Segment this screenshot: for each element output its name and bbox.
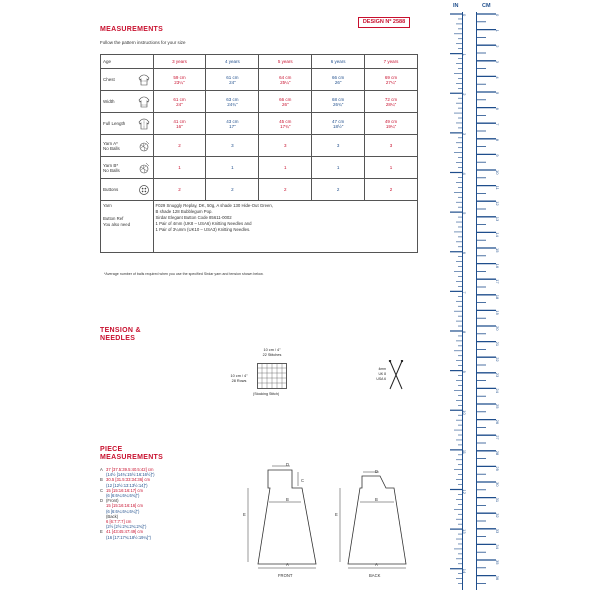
chest-6 xyxy=(312,69,365,91)
length-3-cm: 41 cm xyxy=(173,118,186,124)
stitches-label-2: 22 Stitches xyxy=(262,352,282,357)
age-6: 6 years xyxy=(312,55,365,69)
button-ref-label: Button Ref xyxy=(103,216,124,221)
age-7: 7 years xyxy=(365,55,418,69)
ruler-cm-number: 5 xyxy=(495,92,500,95)
yarn-b-label-cell xyxy=(101,157,154,179)
chest-7 xyxy=(365,69,418,91)
ruler-cm-number: 27 xyxy=(495,435,500,440)
piece-heading-2: MEASUREMENTS xyxy=(100,454,164,461)
needle-usa: USA 6 xyxy=(376,377,386,381)
table-row-yarn-b xyxy=(101,157,418,179)
ruler-cm-number: 7 xyxy=(495,123,500,126)
needle-size: 4mm xyxy=(378,367,386,371)
yarn-ball-icon xyxy=(138,140,150,152)
also-need-text-1: 1 Pair of 4mm (UK8 – USA6) Knitting Needles and xyxy=(155,221,252,226)
width-5-cm: 66 cm xyxy=(279,96,292,102)
width-label-cell xyxy=(101,91,154,113)
table-row-yarn-a xyxy=(101,135,418,157)
ruler-cm-number: 19 xyxy=(495,310,500,315)
tension-grid-icon xyxy=(257,363,287,389)
piece-heading-1: PIECE xyxy=(100,446,123,453)
piece-line: 15 [15:16:16:16] cm xyxy=(106,503,144,509)
footnote: *Average number of balls required when you use the specified Sirdar yarn and tension shown below. xyxy=(104,272,264,276)
buttons-label: Buttons xyxy=(103,187,119,192)
ruler-cm-number: 2 xyxy=(495,45,500,48)
rows-label xyxy=(226,374,252,383)
back-dim-d: D xyxy=(375,469,379,474)
piece-key: C xyxy=(100,487,104,493)
piece-line: (2½ [2½:2¾:2¾:2¾]") xyxy=(106,524,147,530)
width-3 xyxy=(153,91,206,113)
length-5-cm: 45 cm xyxy=(279,118,292,124)
yarn-b-sub: No Balls xyxy=(103,167,120,173)
yarn-b-5: 1 xyxy=(259,157,312,179)
length-4-cm: 43 cm xyxy=(226,118,239,124)
stitches-label xyxy=(260,348,284,357)
ruler-cm-number: 23 xyxy=(495,372,500,378)
width-label: Width xyxy=(103,99,115,104)
stitch-note: (Stocking Stitch) xyxy=(253,392,280,396)
tension-heading xyxy=(100,327,141,343)
buttons-4: 2 xyxy=(206,179,259,201)
chest-6-cm: 66 cm xyxy=(332,74,345,80)
ruler-cm-number: 20 xyxy=(495,326,500,331)
chest-7-in: 27¼" xyxy=(385,79,397,85)
length-label: Full Length xyxy=(103,121,126,126)
age-3: 3 years xyxy=(153,55,206,69)
length-5-in: 17¾" xyxy=(280,123,291,129)
chest-5-cm: 64 cm xyxy=(279,74,292,80)
yarn-a-label: Yarn A* xyxy=(103,140,118,146)
length-7-cm: 49 cm xyxy=(384,118,398,124)
ruler-in-number: 3 xyxy=(462,132,467,136)
design-number-badge: DESIGN Nº 2588 xyxy=(358,17,410,28)
yarn-text-2: B shade 128 Bubblegum Pop. xyxy=(155,209,213,214)
back-dim-a: A xyxy=(375,562,378,567)
ruler-cm-number: 25 xyxy=(495,404,500,409)
table-row-width xyxy=(101,91,418,113)
piece-key: D xyxy=(100,498,104,504)
piece-measurement-list xyxy=(100,467,155,540)
length-4 xyxy=(206,113,259,135)
ruler-cm-number: 0 xyxy=(495,14,500,17)
age-5: 5 years xyxy=(259,55,312,69)
measuring-ruler xyxy=(446,0,506,590)
piece-line: (Front) xyxy=(106,498,119,504)
yarn-ball-icon xyxy=(138,162,150,174)
ruler-in-number: 2 xyxy=(462,93,467,96)
ruler-cm-number: 18 xyxy=(495,294,500,300)
front-dim-e: E xyxy=(243,512,246,517)
ruler-in-number: 4 xyxy=(462,172,467,175)
length-5 xyxy=(259,113,312,135)
width-7 xyxy=(365,91,418,113)
ruler-in-number: 9 xyxy=(462,370,467,373)
chest-label-cell xyxy=(101,69,154,91)
measurements-heading: MEASUREMENTS xyxy=(100,26,164,33)
back-dim-b: B xyxy=(375,497,378,502)
ruler-cm-number: 26 xyxy=(495,419,500,425)
ruler-cm-number: 4 xyxy=(495,76,500,79)
ruler-cm-number: 28 xyxy=(495,450,500,456)
piece-key: E xyxy=(100,529,103,535)
front-dim-a: A xyxy=(286,562,289,567)
width-6-in: 26¾" xyxy=(332,101,344,107)
length-3-in: 16" xyxy=(176,123,183,129)
ruler-cm-number: 33 xyxy=(495,528,500,534)
piece-line: (12 [12½:13:13½:14]") xyxy=(106,482,148,488)
ruler-cm-number: 1 xyxy=(495,29,500,32)
width-5 xyxy=(259,91,312,113)
ruler-in-number: 7 xyxy=(462,291,467,294)
piece-line: (6 [6:6¼:6¼:6¾]") xyxy=(106,493,140,499)
width-3-cm: 61 cm xyxy=(173,96,186,102)
needle-labels xyxy=(368,367,386,382)
ruler-in-number: 10 xyxy=(462,410,467,415)
piece-key: B xyxy=(100,477,103,483)
piece-line: 15 [15:16:16:17] cm xyxy=(106,487,144,493)
ruler-in-number: 13 xyxy=(462,529,467,534)
yarn-a-6: 3 xyxy=(312,135,365,157)
length-7 xyxy=(365,113,418,135)
length-6 xyxy=(312,113,365,135)
age-4: 4 years xyxy=(206,55,259,69)
piece-line: 37 [37.5:39.5:40.5:42] cm xyxy=(106,467,154,472)
ruler-cm-number: 14 xyxy=(495,232,500,237)
ruler-cm-number: 12 xyxy=(495,201,500,206)
width-4-in: 24¾" xyxy=(227,101,238,107)
width-4-cm: 63 cm xyxy=(226,96,239,102)
front-dim-b: B xyxy=(286,497,289,502)
width-6-cm: 68 cm xyxy=(332,96,345,102)
rows-label-1: 10 cm / 4" xyxy=(230,374,248,378)
table-row-age xyxy=(101,55,418,69)
yarn-b-6: 1 xyxy=(312,157,365,179)
sweater-width-icon xyxy=(138,96,150,108)
yarn-b-4: 1 xyxy=(206,157,259,179)
ruler-in-number: 5 xyxy=(462,212,467,215)
yarn-a-3: 2 xyxy=(153,135,206,157)
length-3 xyxy=(153,113,206,135)
piece-line: (16 [17:17¾:18½:19¼]") xyxy=(106,534,152,540)
yarn-b-label: Yarn B* xyxy=(103,162,119,168)
tension-heading-1: TENSION & xyxy=(100,327,141,334)
stitches-label-1: 10 cm / 4" xyxy=(263,348,281,352)
chest-7-cm: 69 cm xyxy=(384,74,398,80)
front-dim-d: D xyxy=(286,462,290,467)
piece-line: (Back) xyxy=(106,513,119,519)
chest-5-in: 25¼" xyxy=(280,79,291,85)
ruler-cm-number: 24 xyxy=(495,388,500,393)
table-row-length xyxy=(101,113,418,135)
chest-4-cm: 61 cm xyxy=(226,74,239,80)
length-6-in: 18½" xyxy=(332,123,344,129)
width-6 xyxy=(312,91,365,113)
piece-key: A xyxy=(100,467,103,472)
ruler-cm-number: 36 xyxy=(495,575,500,581)
width-5-in: 26" xyxy=(281,101,289,107)
ruler-in-number: 1 xyxy=(462,53,467,56)
chest-3 xyxy=(153,69,206,91)
yarn-a-5: 3 xyxy=(259,135,312,157)
ruler-in-number: 11 xyxy=(462,449,467,455)
ruler-cm-number: 11 xyxy=(495,185,500,190)
ruler-cm-number: 32 xyxy=(495,513,500,518)
buttons-3: 2 xyxy=(153,179,206,201)
ruler-ticks xyxy=(446,0,506,590)
ruler-cm-number: 34 xyxy=(495,544,500,549)
ruler-cm-number: 3 xyxy=(495,60,500,64)
yarn-text-1: F029 Snuggly Replay, DK, 50g, A shade 130 Hide-Out Green, xyxy=(155,203,273,208)
ruler-cm-number: 16 xyxy=(495,263,500,269)
chest-label: Chest xyxy=(103,77,115,82)
yarn-a-4: 3 xyxy=(206,135,259,157)
front-label: FRONT xyxy=(278,573,293,578)
sweater-length-icon xyxy=(138,118,150,130)
buttons-7: 2 xyxy=(365,179,418,201)
needle-uk: UK 8 xyxy=(378,372,386,376)
front-dim-c: C xyxy=(301,478,305,483)
chest-3-cm: 59 cm xyxy=(173,74,186,80)
chest-6-in: 26" xyxy=(334,79,342,85)
ruler-in-label: IN xyxy=(453,3,459,9)
button-ref-text: Sirdar Elegant Button Code 85611-0002 xyxy=(155,215,232,220)
back-schematic xyxy=(332,462,422,574)
piece-heading xyxy=(100,446,163,462)
piece-line: 6 [6:7:7:7] cm xyxy=(106,519,132,525)
yarn-b-7: 1 xyxy=(365,157,418,179)
ruler-in-number: 0 xyxy=(462,14,467,17)
piece-line: 41 [43:45:47:49] cm xyxy=(106,529,144,535)
ruler-in-number: 14 xyxy=(462,568,467,574)
ruler-cm-number: 13 xyxy=(495,216,500,222)
width-4 xyxy=(206,91,259,113)
chest-3-in: 23¼" xyxy=(174,79,185,85)
piece-line: (6 [6:6¼:6¼:6¼]") xyxy=(106,508,140,514)
yarn-a-label-cell xyxy=(101,135,154,157)
yarn-info-text xyxy=(153,201,417,253)
ruler-in-number: 6 xyxy=(462,251,467,254)
table-row-chest xyxy=(101,69,418,91)
width-3-in: 24" xyxy=(176,101,183,107)
ruler-cm-number: 30 xyxy=(495,482,500,487)
chest-5 xyxy=(259,69,312,91)
ruler-cm-number: 21 xyxy=(495,341,500,347)
back-dim-e: E xyxy=(335,512,338,517)
button-icon xyxy=(138,184,150,196)
chest-4 xyxy=(206,69,259,91)
measurements-table xyxy=(100,54,418,253)
piece-line: (14½ [14¾:15½:16:16½]") xyxy=(106,472,155,478)
ruler-in-number: 12 xyxy=(462,489,467,494)
ruler-cm-number: 35 xyxy=(495,560,500,565)
ruler-cm-number: 17 xyxy=(495,279,500,284)
yarn-info-labels xyxy=(101,201,154,253)
piece-item-e-2 xyxy=(100,535,155,540)
age-label: Age xyxy=(101,55,154,69)
length-label-cell xyxy=(101,113,154,135)
ruler-cm-number: 15 xyxy=(495,248,500,253)
buttons-6: 2 xyxy=(312,179,365,201)
also-need-text-2: 1 Pair of 3¼mm (UK10 – USA3) Knitting Needles. xyxy=(155,227,251,232)
ruler-cm-number: 6 xyxy=(495,107,500,110)
ruler-cm-number: 22 xyxy=(495,357,500,362)
ruler-cm-number: 9 xyxy=(495,154,500,157)
length-6-cm: 47 cm xyxy=(332,118,345,124)
table-row-yarn-info xyxy=(101,201,418,253)
back-label: BACK xyxy=(369,573,381,578)
length-4-in: 17" xyxy=(229,123,236,129)
yarn-a-7: 3 xyxy=(365,135,418,157)
width-7-cm: 72 cm xyxy=(384,96,398,102)
knitting-needles-icon xyxy=(388,360,404,390)
ruler-in-number: 8 xyxy=(462,330,467,334)
rows-label-2: 28 Rows xyxy=(231,378,247,383)
yarn-label: Yarn xyxy=(103,203,112,208)
table-row-buttons xyxy=(101,179,418,201)
ruler-cm-number: 29 xyxy=(495,466,500,471)
front-schematic xyxy=(240,462,330,574)
length-7-in: 19¼" xyxy=(385,123,397,129)
also-need-label: You also need xyxy=(103,222,131,227)
yarn-b-3: 1 xyxy=(153,157,206,179)
yarn-a-sub: No Balls xyxy=(103,145,120,151)
ruler-cm-number: 10 xyxy=(495,170,500,175)
buttons-label-cell xyxy=(101,179,154,201)
intro-text: Follow the pattern instructions for your size xyxy=(100,40,186,45)
piece-line: 30.5 [31.5:33:34:36] cm xyxy=(106,477,150,483)
ruler-cm-number: 8 xyxy=(495,138,500,142)
width-7-in: 28¼" xyxy=(385,101,397,107)
buttons-5: 2 xyxy=(259,179,312,201)
chest-4-in: 24" xyxy=(229,79,236,85)
sweater-chest-icon xyxy=(138,74,150,86)
ruler-cm-number: 31 xyxy=(495,497,500,503)
tension-heading-2: NEEDLES xyxy=(100,335,136,342)
ruler-cm-label: CM xyxy=(482,3,491,9)
